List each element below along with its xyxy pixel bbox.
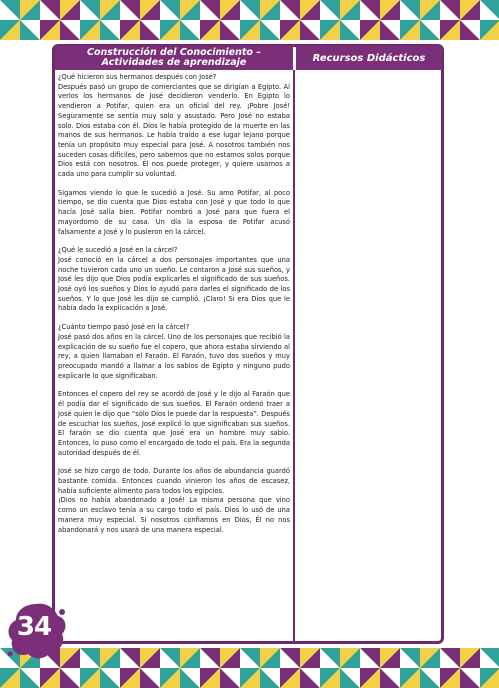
- page-number-badge: [6, 600, 68, 662]
- paragraph-7: ¡Dios no había abandonado a José! La misma persona que vino como un esclavo tenía a su cargo todo el país. Dios lo usó de una manera muy especial. Si nosotros confiamos en Dios, Él no nos abandonará y nos usará de una manera especial.: [58, 496, 290, 534]
- paragraph-3: José conoció en la cárcel a dos personajes importantes que una noche tuvieron cada uno un sueño. Le contaron a José sus sueños, y José les dijo que Dios podía explicarles el significado de sus sueños. José oyó los sueños y Dios lo ayudó para darles el significado de los sueños. Y lo que José les dijo se cumplió. ¡Claro! Si era Dios que le había dado la explicación a José.: [58, 255, 290, 313]
- top-decorative-band: [0, 0, 499, 40]
- paragraph-1: Después pasó un grupo de comerciantes que se dirigían a Egipto. Al verlos los hermanos de José decidieron venderlo. En Egipto lo vendieron a Potifar, quien era un oficial del rey. ¡Pobre José! Seguramente se sentía muy solo y asustado. Pero José no estaba solo. Dios estaba con él. Dios le había protegido de la muerte en las manos de sus hermanos. Le había traído a ese lugar lejano porque tenía un propósito muy especial para José. A nosotros también nos suceden cosas difíciles, pero sabemos que no estamos solos porque Dios está con nosotros. Él nos puede proteger, y quiere usarnos a cada uno para cumplir su voluntad.: [58, 82, 290, 179]
- pinwheel-pattern-top: [0, 0, 499, 40]
- header-right-label: Recursos Didácticos: [312, 52, 426, 64]
- paragraph-2: Sigamos viendo lo que le sucedió a José. Su amo Potifar, al poco tiempo, se dio cuenta que Dios estaba con José y que todo lo que hacía José salía bien. Potifar nombró a José para que fuera el mayordomo de su casa. Un día la esposa de Potifar acusó falsamente a José y lo pusieron en la cárcel.: [58, 188, 290, 236]
- paragraph-4: José pasó dos años en la cárcel. Uno de los personajes que recibió la explicación de su sueño fue el copero, que ahora estaba sirviendo al rey, a quien llamaban el Faraón. El Faraón, tuvo dos sueños y muy preocupado mandó a llamar a los sabios de Egipto y ninguno pudo explicarle lo que significaban.: [58, 332, 290, 380]
- bottom-decorative-band: [0, 648, 499, 688]
- main-text-column: [58, 73, 290, 535]
- pinwheel-pattern-bottom: [0, 648, 499, 688]
- page-number: 34: [16, 612, 52, 642]
- header-left-line1: Construcción del Conocimiento –: [87, 47, 261, 58]
- header-left-line2: Actividades de aprendizaje: [101, 57, 247, 68]
- section-header-right: [296, 46, 442, 70]
- question-3: ¿Cuánto tiempo pasó José en la cárcel?: [58, 323, 190, 332]
- question-2: ¿Qué le sucedió a José en la cárcel?: [58, 246, 178, 255]
- paragraph-6: José se hizo cargo de todo. Durante los años de abundancia guardó bastante comida. Entonces cuando vinieron los años de escasez, había suficiente alimento para todos los egipcios.: [58, 467, 290, 495]
- column-divider: [293, 70, 295, 642]
- question-1: ¿Qué hicieron sus hermanos después con José?: [58, 73, 217, 81]
- section-header-left: [55, 46, 293, 70]
- paragraph-5: Entonces el copero del rey se acordó de José y le dijo al Faraón que él podía dar el significado de sus sueños. El Faraón ordenó traer a José quien le dijo que “sólo Dios le puede dar la respuesta”. Después de escuchar los sueños, José explicó lo que significaban sus sueños. El faraón se dio cuenta que José era un hombre muy sabio. Entonces, lo puso como el encargado de todo el país. Era la segunda autoridad después de él.: [58, 390, 290, 457]
